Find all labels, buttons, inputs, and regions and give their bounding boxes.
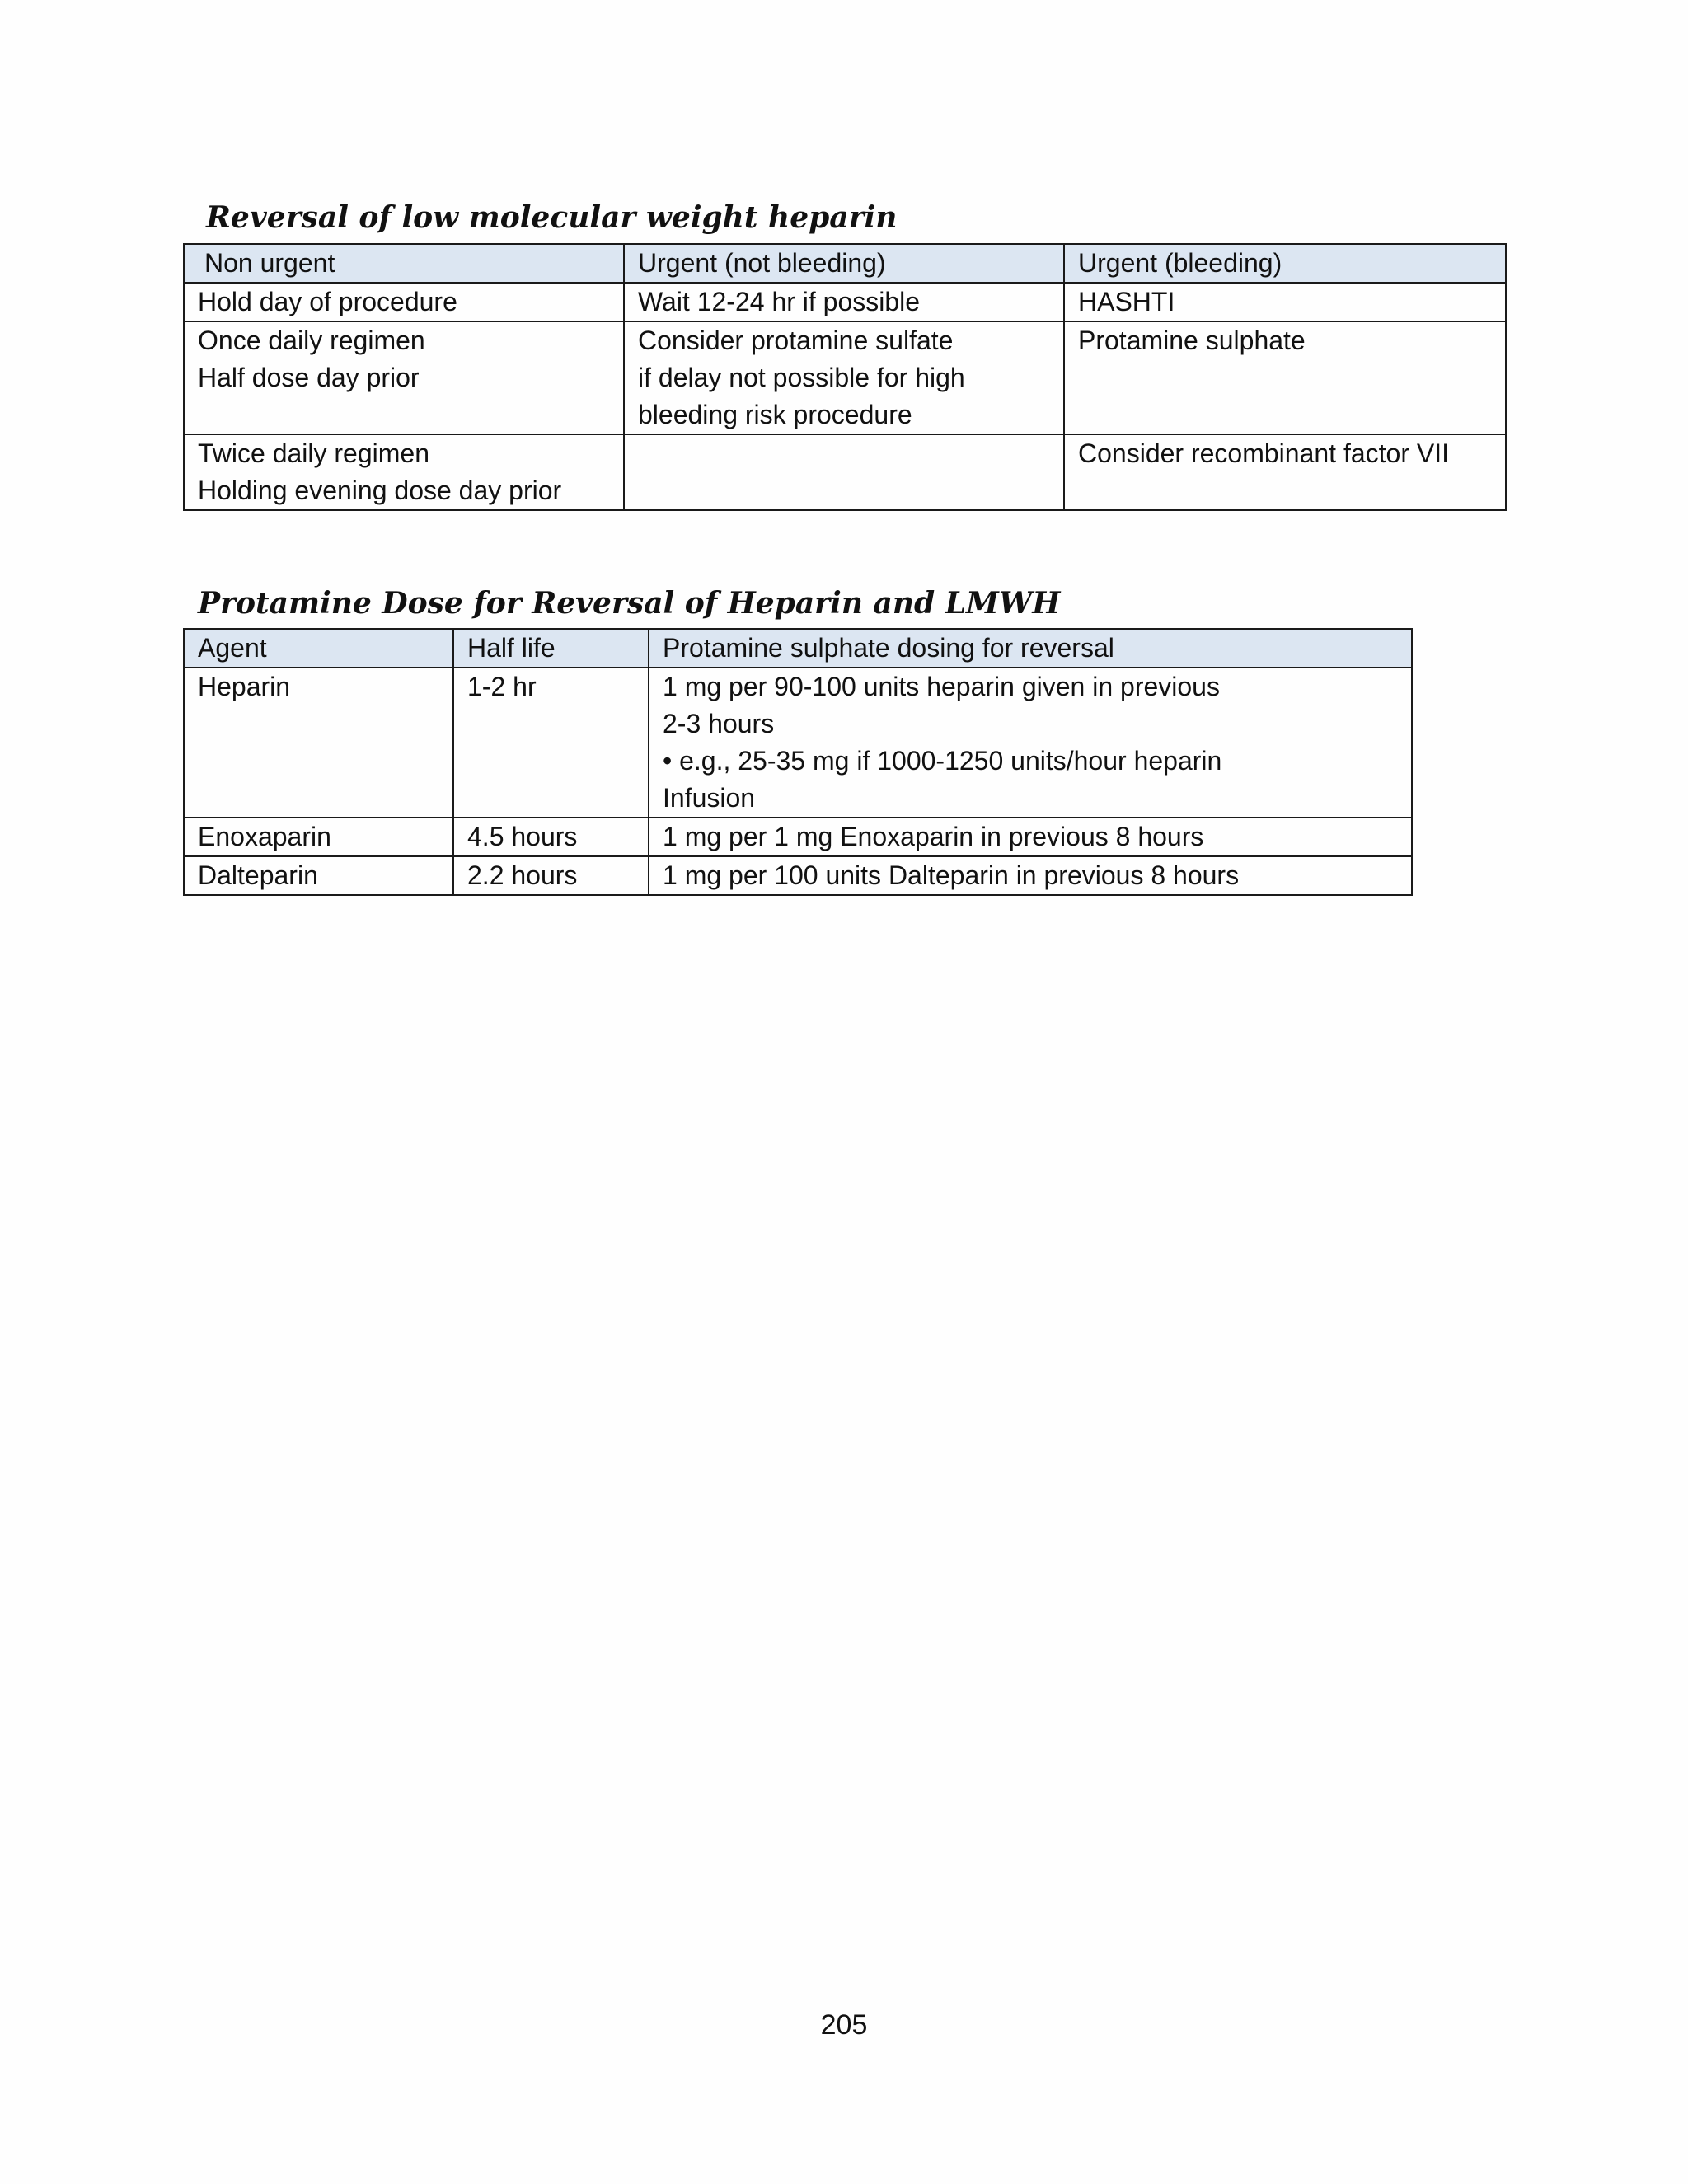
- cell-urgent-not-bleeding: [624, 321, 1064, 434]
- table-row: [184, 668, 1412, 818]
- cell-dosing: [649, 818, 1412, 856]
- column-header-urgent-bleeding: Urgent (bleeding): [1064, 244, 1506, 283]
- cell-agent: Dalteparin: [184, 856, 453, 895]
- table-row: [184, 321, 1506, 434]
- table-row: [184, 283, 1506, 321]
- cell-half-life: 2.2 hours: [453, 856, 649, 895]
- page-number: 205: [820, 2009, 868, 2041]
- cell-half-life: 1-2 hr: [453, 668, 649, 818]
- cell-non-urgent: [184, 434, 624, 510]
- cell-dosing: [649, 856, 1412, 895]
- cell-text: 2-3 hours: [663, 709, 775, 738]
- table-header-row: [184, 244, 1506, 283]
- cell-text: Hold day of procedure: [198, 287, 457, 316]
- table-row: [184, 434, 1506, 510]
- cell-text: if delay not possible for high: [638, 363, 965, 392]
- cell-agent: Heparin: [184, 668, 453, 818]
- column-header-dosing: Protamine sulphate dosing for reversal: [649, 629, 1412, 668]
- cell-text: 1 mg per 100 units Dalteparin in previous 8 hours: [663, 860, 1240, 890]
- column-header-half-life: Half life: [453, 629, 649, 668]
- cell-text: Half dose day prior: [198, 363, 420, 392]
- cell-agent: Enoxaparin: [184, 818, 453, 856]
- cell-text: Consider protamine sulfate: [638, 326, 954, 355]
- cell-urgent-not-bleeding-empty: [624, 434, 1064, 510]
- column-header-agent: Agent: [184, 629, 453, 668]
- cell-urgent-bleeding: [1064, 321, 1506, 434]
- cell-dosing: [649, 668, 1412, 818]
- protamine-dose-title: Protamine Dose for Reversal of Heparin and LMWH: [198, 586, 1061, 621]
- cell-text: Holding evening dose day prior: [198, 476, 562, 505]
- cell-text: Once daily regimen: [198, 326, 425, 355]
- cell-text: 1 mg per 90-100 units heparin given in previous: [663, 672, 1220, 701]
- cell-urgent-bleeding: [1064, 283, 1506, 321]
- lmwh-reversal-title: Reversal of low molecular weight heparin: [206, 200, 898, 235]
- column-header-non-urgent: Non urgent: [184, 244, 624, 283]
- cell-text: Consider recombinant factor VII: [1078, 438, 1449, 468]
- cell-non-urgent: [184, 283, 624, 321]
- cell-text: • e.g., 25-35 mg if 1000-1250 units/hour heparin: [663, 746, 1222, 776]
- cell-non-urgent: [184, 321, 624, 434]
- cell-text: bleeding risk procedure: [638, 400, 912, 429]
- lmwh-reversal-table: [183, 243, 1507, 511]
- cell-text: Protamine sulphate: [1078, 326, 1306, 355]
- cell-text: Twice daily regimen: [198, 438, 429, 468]
- table-header-row: [184, 629, 1412, 668]
- cell-urgent-bleeding: [1064, 434, 1506, 510]
- cell-text: 1 mg per 1 mg Enoxaparin in previous 8 hours: [663, 822, 1204, 851]
- table-row: [184, 818, 1412, 856]
- cell-text: Infusion: [663, 783, 756, 813]
- cell-half-life: 4.5 hours: [453, 818, 649, 856]
- table-row: [184, 856, 1412, 895]
- cell-text: HASHTI: [1078, 287, 1175, 316]
- cell-urgent-not-bleeding: [624, 283, 1064, 321]
- column-header-urgent-not-bleeding: Urgent (not bleeding): [624, 244, 1064, 283]
- protamine-dose-table: [183, 628, 1413, 896]
- cell-text: Wait 12-24 hr if possible: [638, 287, 921, 316]
